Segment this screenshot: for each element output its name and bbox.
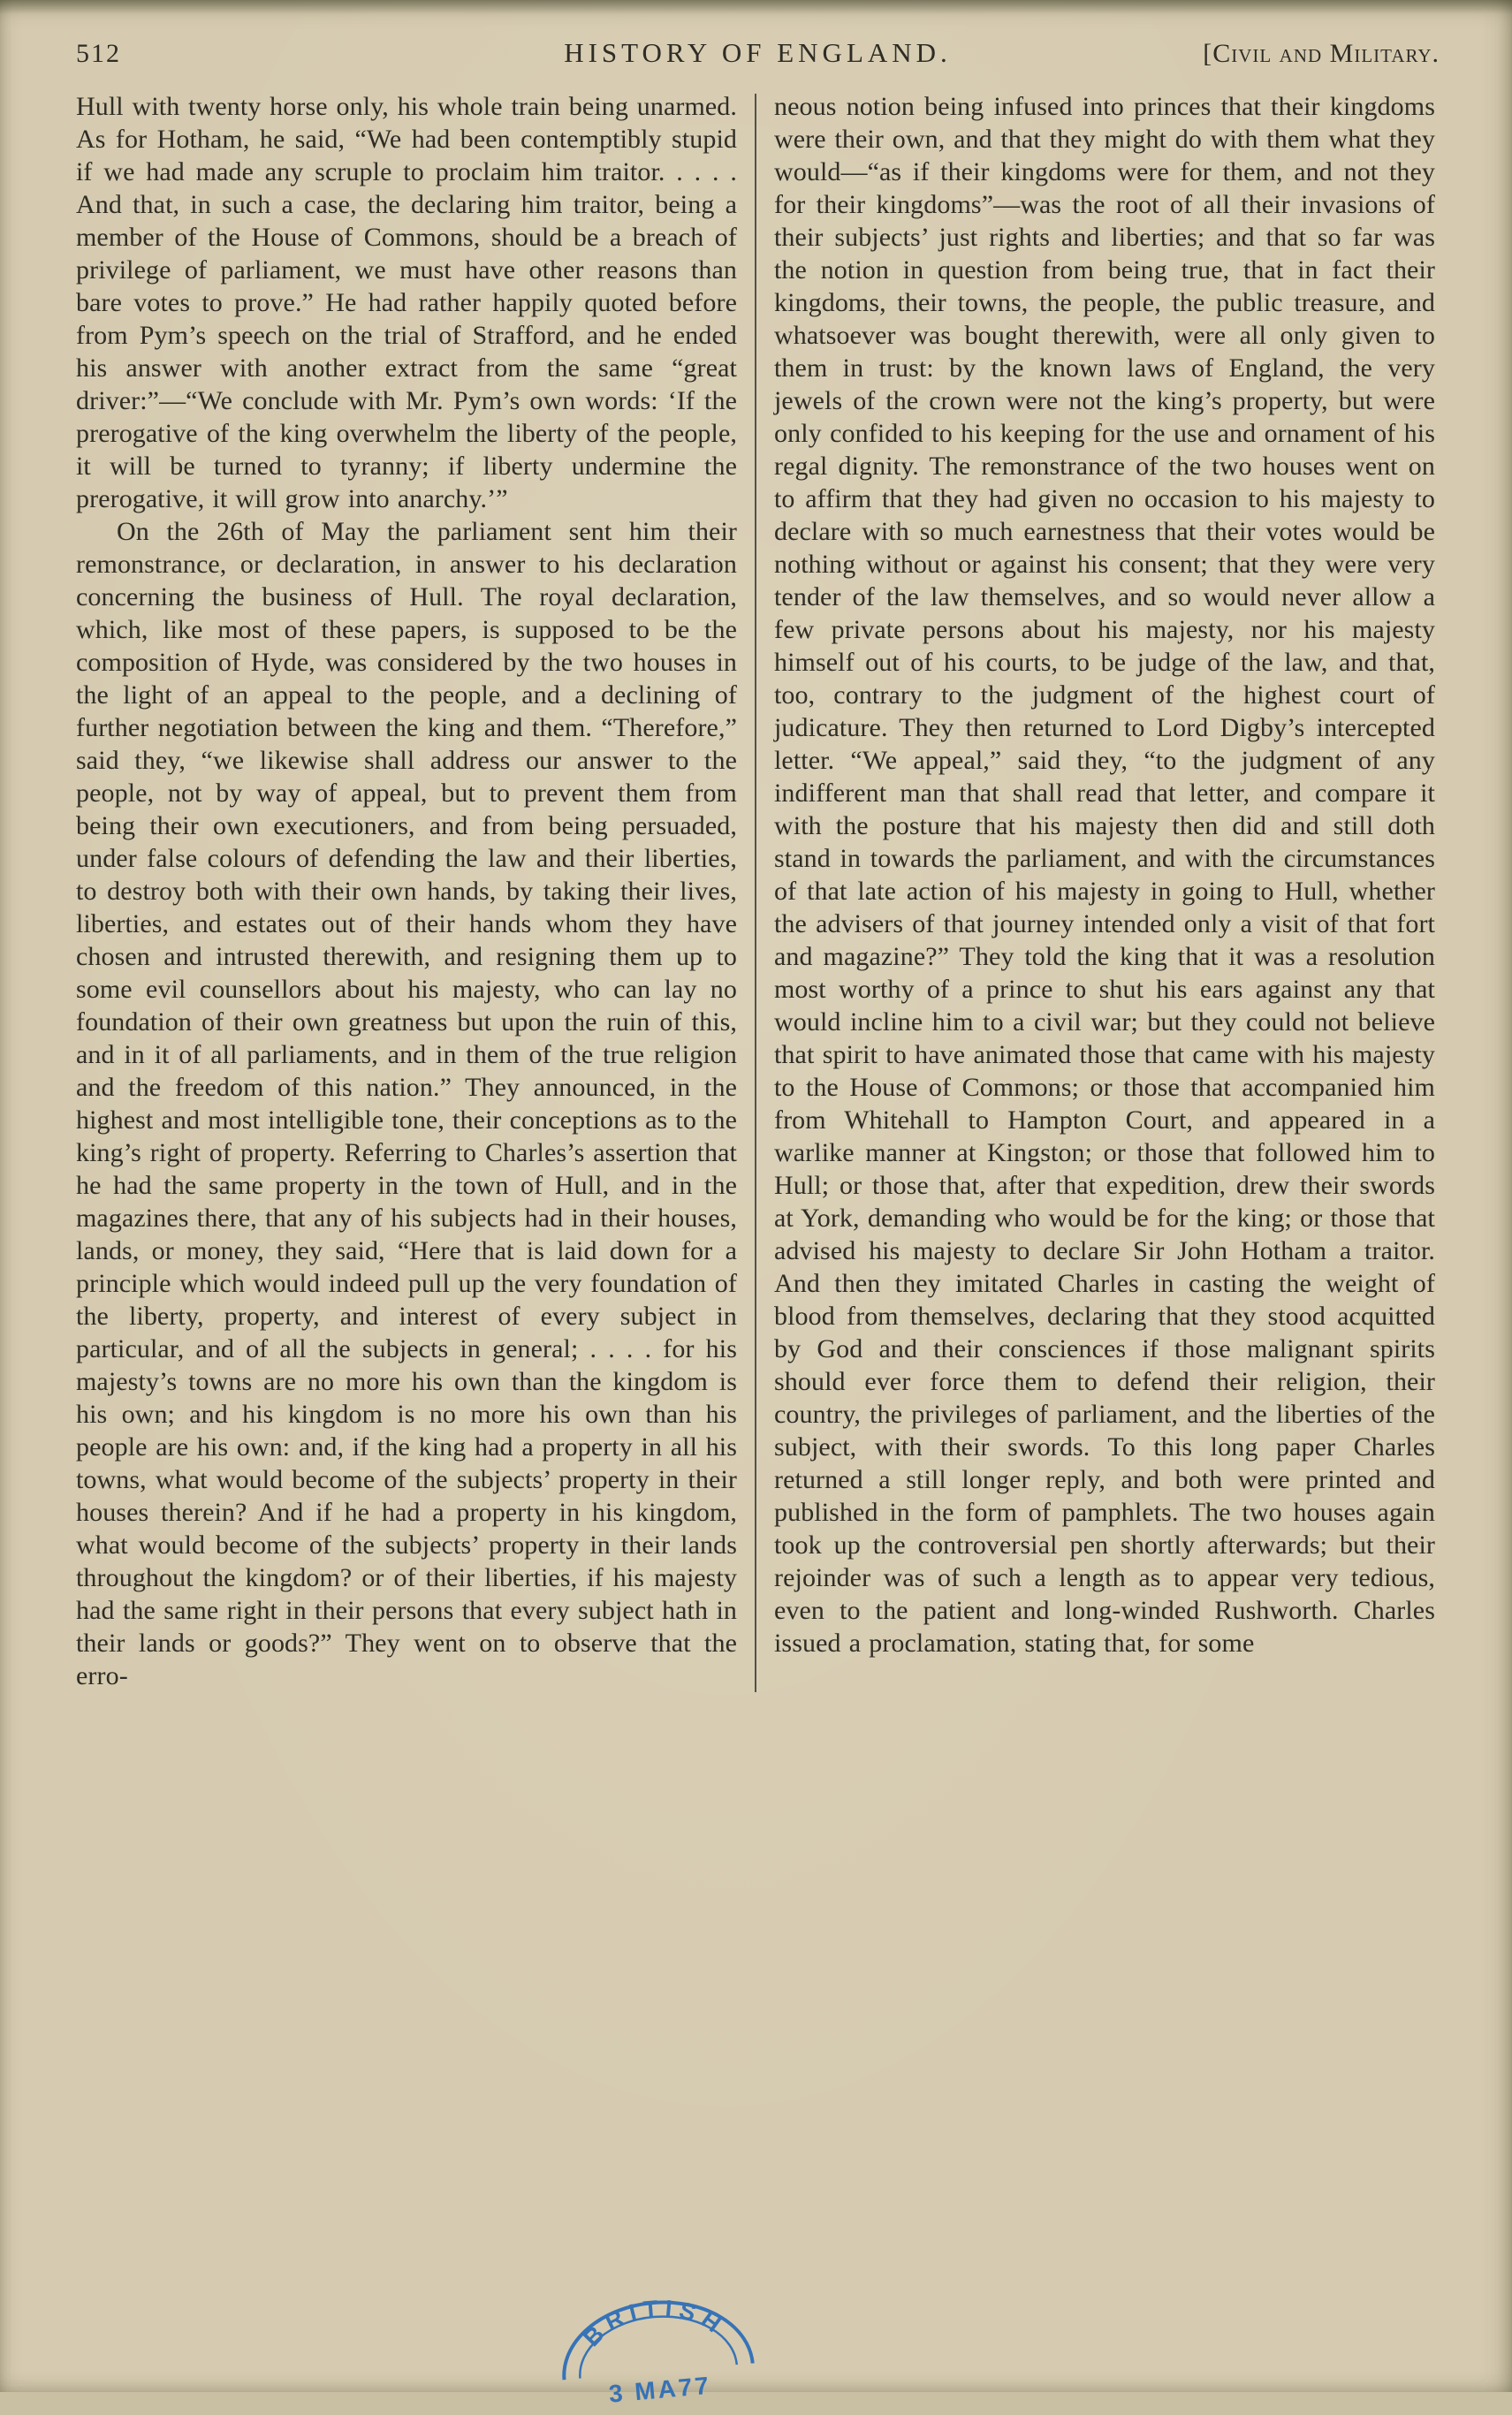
paragraph: On the 26th of May the parliament sent him their remonstrance, or declaration, in answer to his declaration concerning the business of Hull. The royal declaration, which, like most of these papers, is supposed to be the composition of Hyde, was considered by the two houses in the light of an appeal to the people, and a declining of further negotiation between the king and them. “Therefore,” said they, “we likewise shall address our answer to the people, not by way of appeal, but to prevent them from being their own executioners, and from being persuaded, under false colours of defending the law and their liberties, to destroy both with their own hands, by taking their lives, liberties, and estates out of their hands whom they have chosen and intrusted therewith, and resigning them up to some evil counsellors about his majesty, who can lay no foundation of their own greatness but upon the ruin of this, and in it of all parliaments, and in them of the true religion and the freedom of this nation.” They announced, in the highest and most intelligible tone, their conceptions as to the king’s right of property. Referring to Charles’s assertion that he had the same property in the town of Hull, and in the magazines there, that any of his subjects had in their houses, lands, or money, they said, “Here that is laid down for a principle which would indeed pull up the very foundation of the liberty, property, and interest of every subject in particular, and of all the subjects in general; . . . . for his majesty’s towns are no more his own than the kingdom is his own; and his kingdom is no more his own than his people are his own: and, if the king had a property in all his towns, what would become of the subjects’ property in their houses therein? And if he had a property in his kingdom, what would become of the subjects’ property in their lands throughout the kingdom? or of their liberties, if his majesty had the same right in their persons that every subject hath in their lands or goods?” They went on to observe that the erro-	[76, 517, 737, 1690]
right-column	[774, 90, 1435, 1692]
left-column	[76, 90, 737, 1692]
column-divider-rule	[755, 94, 756, 1692]
library-stamp	[529, 2245, 780, 2415]
section-label: [Civil and Military.	[1203, 39, 1440, 68]
paragraph-continuation: Hull with twenty horse only, his whole train being unarmed. As for Hotham, he said, “We had been contemptibly stupid if we had made any scruple to proclaim him traitor. . . . . And that, in such a case, the declaring him traitor, being a member of the House of Commons, should be a breach of privilege of parliament, we must have other reasons than bare votes to prove.” He had rather happily quoted before from Pym’s speech on the trial of Strafford, and he ended his answer with another extract from the same “great driver:”—“We conclude with Mr. Pym’s own words: ‘If the prerogative of the king overwhelm the liberty of the people, it will be turned to tyranny; if liberty undermine the prerogative, it will grow into anarchy.’”	[76, 92, 737, 513]
stamp-institution-text: BRITISH	[578, 2295, 731, 2352]
svg-text:BRITISH	[575, 2290, 733, 2353]
text-columns	[76, 90, 1440, 1692]
stamp-date-text: 3 MA77	[607, 2371, 713, 2408]
page-number: 512	[76, 39, 121, 68]
library-stamp-icon	[529, 2245, 780, 2415]
running-title: HISTORY OF ENGLAND.	[564, 37, 952, 68]
paragraph-continuation: neous notion being infused into princes that their kingdoms were their own, and that they might do with them what they would—“as if their kingdoms were for them, and not they for their kingdoms”—was the root of all their invasions of their subjects’ just rights and liberties; and that so far was the notion in question from being true, that in fact their kingdoms, their towns, the people, the public treasure, and whatsoever was bought therewith, were all only given to them in trust: by the known laws of England, the very jewels of the crown were not the king’s property, but were only confided to his keeping for the use and ornament of his regal dignity. The remonstrance of the two houses went on to affirm that they had given no occasion to his majesty to declare with so much earnestness that their votes would be nothing without or against his consent; that they were very tender of the law themselves, and so would never allow a few private persons about his majesty, nor his majesty himself out of his courts, to be judge of the law, and that, too, contrary to the judgment of the highest court of judicature. They then returned to Lord Digby’s intercepted letter. “We appeal,” said they, “to the judgment of any indifferent man that shall read that letter, and compare it with the posture that his majesty then did and still doth stand in towards the parliament, and with the circumstances of that late action of his majesty in going to Hull, whether the advisers of that journey intended only a visit of that fort and magazine?” They told the king that it was a resolution most worthy of a prince to shut his ears against any that would incline him to a civil war; but they could not believe that spirit to have animated those that came with his majesty to the House of Commons; or those that accompanied him from Whitehall to Hampton Court, and appeared in a warlike manner at Kingston; or those that followed him to Hull; or those that, after that expedition, drew their swords at York, demanding who would be for the king; or those that advised his majesty to declare Sir John Hotham a traitor. And then they imitated Charles in casting the weight of blood from themselves, declaring that they stood acquitted by God and their consciences if those malignant spirits should ever force them to defend their religion, their country, the privileges of parliament, and the liberties of the subject, with their swords. To this long paper Charles returned a still longer reply, and both were printed and published in the form of pamphlets. The two houses again took up the controversial pen shortly afterwards; but their rejoinder was of such a length as to appear very tedious, even to the patient and long-winded Rushworth. Charles issued a proclamation, stating that, for some	[774, 92, 1435, 1658]
page-header	[76, 37, 1440, 69]
